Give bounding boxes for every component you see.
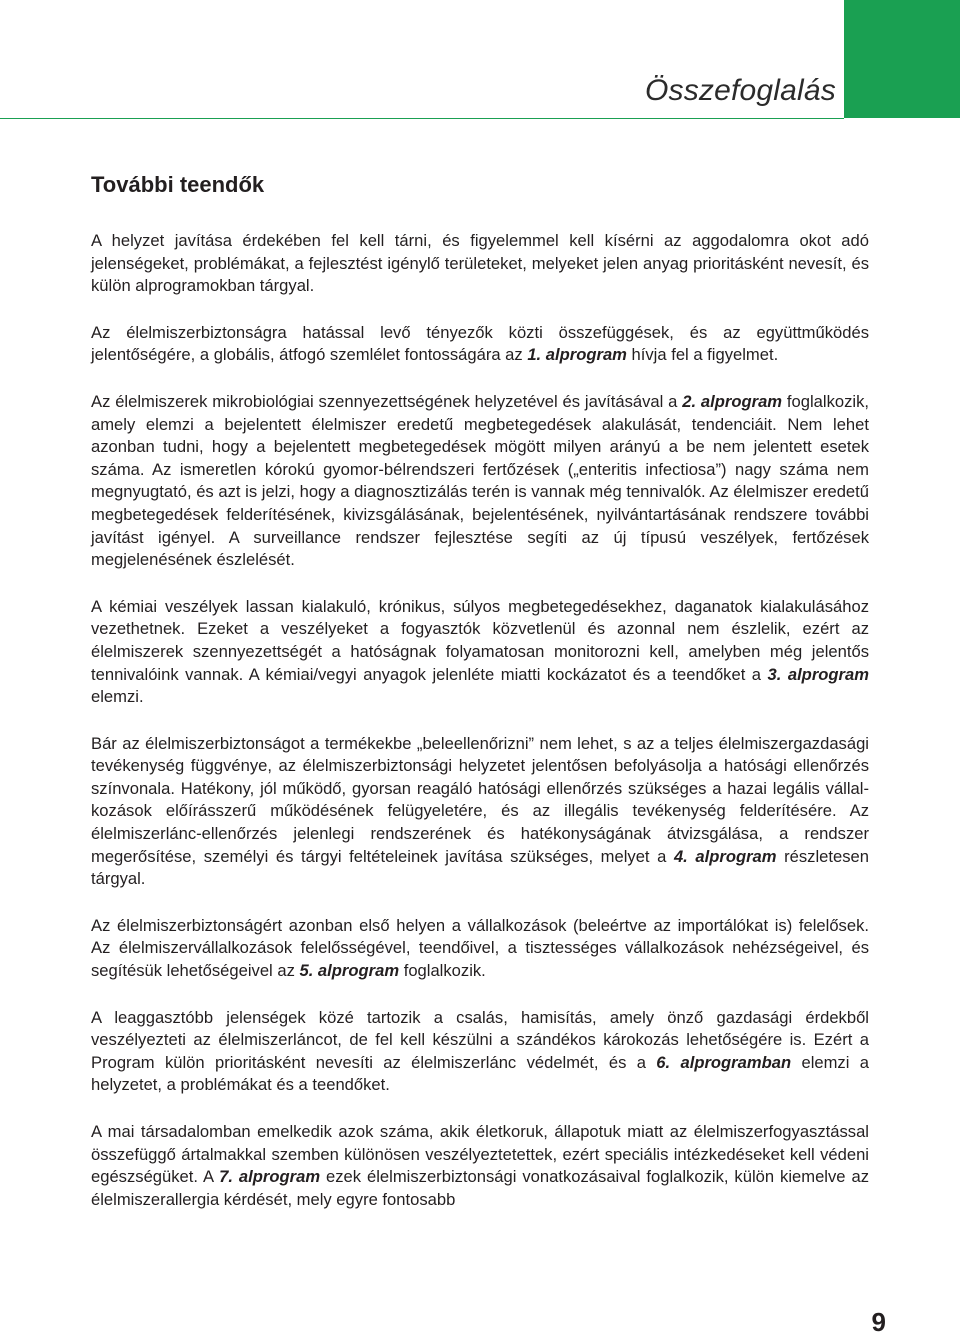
paragraph-3-text-b: foglalkozik, amely elemzi a bejelentett élelmiszer eredetű megbetegedések alakulását, tendenciáit. Nem lehet azonban tudni, hogy a bejelentett megbetegedések mögött milyen arányú a be nem jelentett esetek száma. Az ismeretlen kórokú gyomor-bélrendszeri fertőzések („enteritis infectiosa”) nagy száma nem megnyugtató, és azt is jelzi, hogy a diagnosztizálás terén is vannak még tennivalók. Az élelmiszer eredetű megbetegedések felderítésének, kivizsgálásának, bejelentésének, nyilvántartásának rendszere további javítást igényel. A surveillance rendszer fejlesztése segíti az új típusú veszélyek, fertőzések megjelenésének észlelését. <box>91 391 869 570</box>
subprogram-7-ref: 7. alprogram <box>219 1167 321 1187</box>
header-divider <box>0 118 844 119</box>
paragraph-7 <box>91 1007 869 1097</box>
subprogram-6-ref: 6. alprogramban <box>656 1052 792 1072</box>
paragraph-6-text-b: foglalkozik. <box>399 961 486 981</box>
paragraph-5-text-a: Bár az élelmiszerbiztonságot a termékekbe „beleellenőrizni” nem lehet, s az a teljes élelmiszergazdasági tevékenység függvénye, az élelmiszerbiztonsági helyzetet jelentősen befolyásolja a hatósági ellenőrzés színvonala. Hatékony, jól működő, gyorsan reagáló hatósági ellenőrzés szükséges a hazai legális vállal-kozások előírásszerű működésének felügyeletére, és az illegális tevékenység felderítésére. Az élelmiszerlánc-ellenőrzés jelenlegi rendszerének és hatékonyságának átvizsgálása, a rendszer megerősítése, személyi és tárgyi feltételeinek javítása szükséges, melyet a <box>91 733 869 866</box>
paragraph-4-text-b: elemzi. <box>91 687 144 707</box>
paragraph-3-text-a: Az élelmiszerek mikrobiológiai szennyezettségének helyzetével és javításával a <box>91 391 683 411</box>
paragraph-5-text-b: részletesen tárgyal. <box>91 846 869 889</box>
subprogram-3-ref: 3. alprogram <box>767 664 869 684</box>
page-number: 9 <box>871 1307 886 1337</box>
subprogram-5-ref: 5. alprogram <box>299 961 400 981</box>
paragraph-5 <box>91 733 869 891</box>
header-color-tab <box>844 0 960 118</box>
paragraph-2-text-a: Az élelmiszerbiztonságra hatással levő tényezők közti összefüggések, és az együttműködés jelentőségére, a globális, átfogó szemlélet fontosságára az <box>91 322 869 365</box>
paragraph-8-text-b: ezek élelmiszerbiztonsági vonatkozásaival foglalkozik, külön kiemelve az élelmiszerallergia kérdését, mely egyre fontosabb <box>91 1167 869 1209</box>
paragraph-6-text-a: Az élelmiszerbiztonságért azonban első helyen a vállalkozások (beleértve az importálókat is) felelősek. Az élelmiszervállalkozások felelősségével, teendőivel, a tisztességes vállalkozások nehézségeivel, és segítésük lehetőségeivel az <box>91 915 869 981</box>
paragraph-2 <box>91 322 869 367</box>
chapter-title: Összefoglalás <box>644 74 836 107</box>
subprogram-1-ref: 1. alprogram <box>527 345 627 365</box>
paragraph-8 <box>91 1121 869 1211</box>
paragraph-3 <box>91 391 869 572</box>
paragraph-7-text-a: A leaggasztóbb jelenségek közé tartozik a csalás, hamisítás, amely önző gazdasági érdekből veszélyezteti az élelmiszerláncot, de fel kell készülni a szándékos károkozás lehetőségére is. Ezért a Program külön prioritásként nevesíti az élelmiszerlánc védelmét, és a <box>91 1007 869 1072</box>
section-heading: További teendők <box>91 172 265 197</box>
paragraph-8-text-a: A mai társadalomban emelkedik azok száma, akik életkoruk, állapotuk miatt az élelmiszerfogyasztással összefüggő ártalmakkal szemben különösen veszélyeztetettek, ezért speciális intézkedéseket kell védeni egészségüket. A <box>91 1122 869 1187</box>
subprogram-4-ref: 4. alprogram <box>673 846 777 866</box>
paragraph-1 <box>91 230 869 298</box>
subprogram-2-ref: 2. alprogram <box>682 391 783 411</box>
paragraph-4 <box>91 596 869 709</box>
paragraph-6 <box>91 915 869 983</box>
page-content <box>91 172 869 1235</box>
paragraph-2-text-b: hívja fel a figyelmet. <box>626 345 779 365</box>
paragraph-4-text-a: A kémiai veszélyek lassan kialakuló, krónikus, súlyos megbetegedésekhez, daganatok kialakulásához vezethetnek. Ezeket a veszélyeket a fogyasztók közvetlenül és azonnal nem észlelik, ezért az élelmiszerek szennyezettségét a hatóságnak folyamatosan monitorozni kell, amelyben még jelentős tennivalóink vannak. A kémiai/vegyi anyagok jelenléte miatti kockázatot és a teendőket a <box>91 596 869 684</box>
paragraph-1-text: A helyzet javítása érdekében fel kell tárni, és figyelemmel kell kísérni az aggodalomra okot adó jelenségeket, problémákat, a fejlesztést igénylő területeket, melyeket jelen anyag prioritásként nevesít, és külön alprogramokban tárgyal. <box>91 231 869 296</box>
paragraph-7-text-b: elemzi a helyzetet, a problémákat és a teendőket. <box>91 1052 869 1095</box>
